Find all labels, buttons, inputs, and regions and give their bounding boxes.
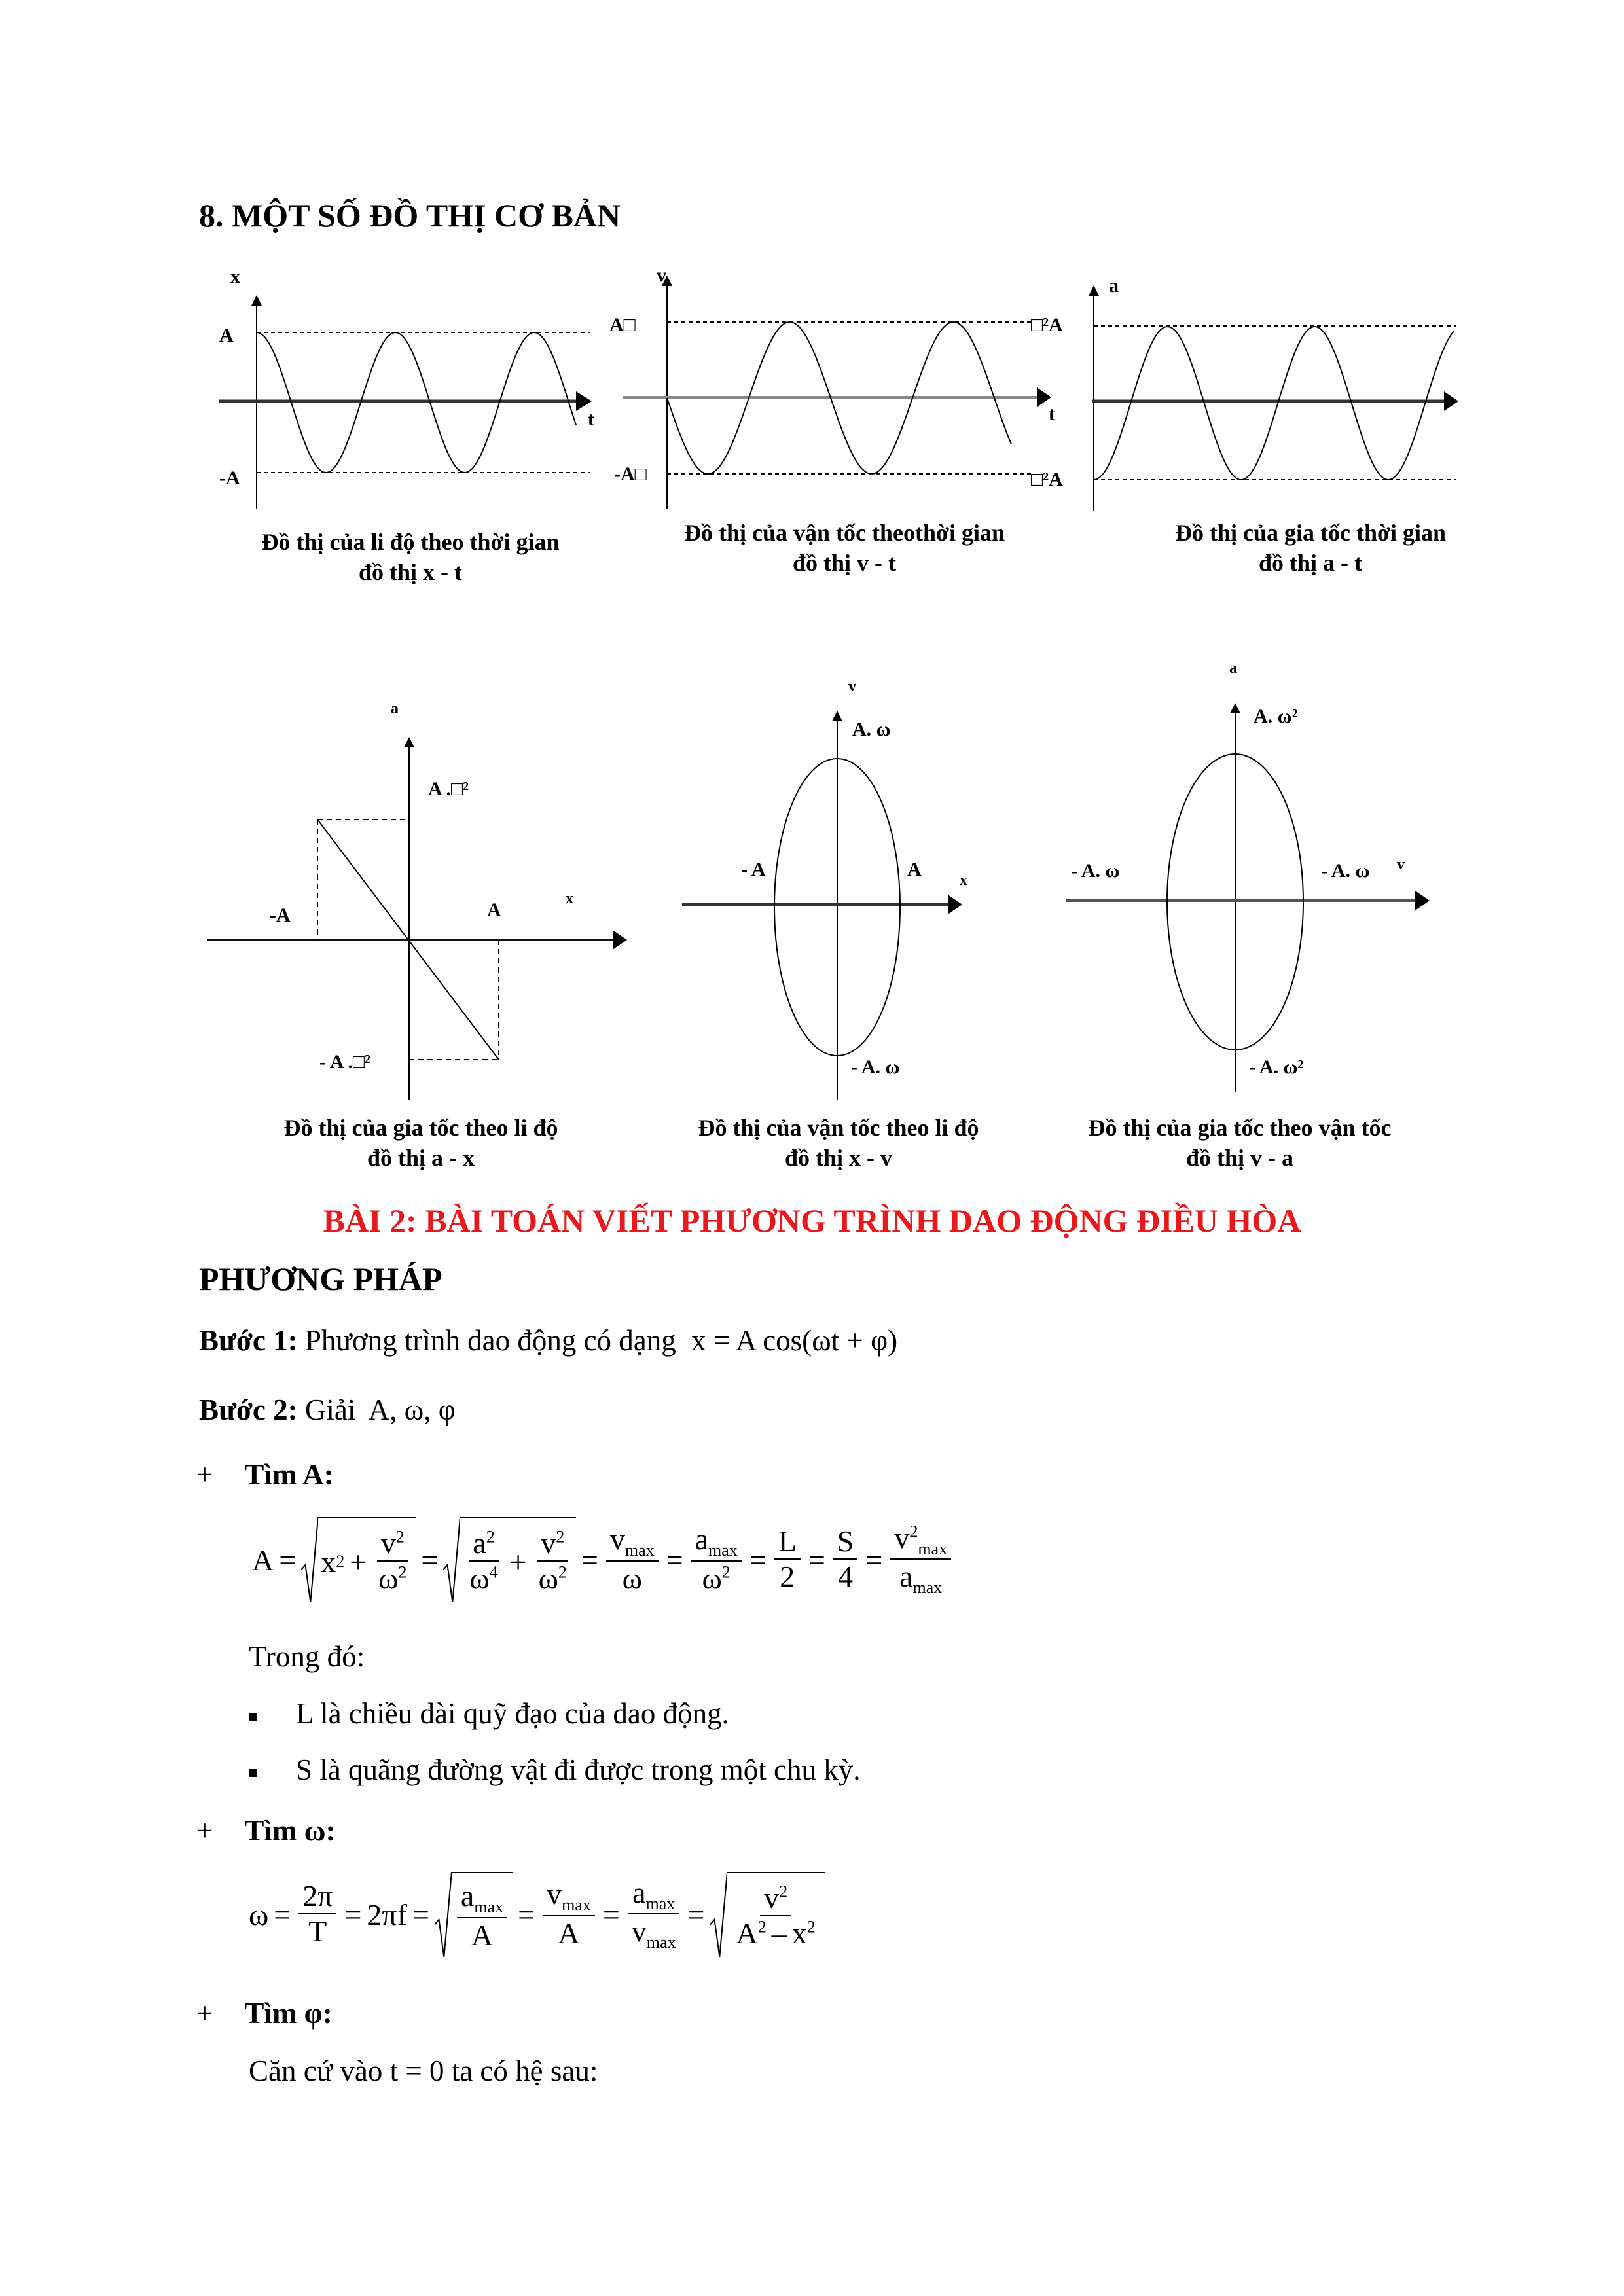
term: 2π xyxy=(298,1880,336,1914)
sqrt-icon xyxy=(710,1872,727,1957)
operator: = xyxy=(518,1897,535,1931)
label-left: - A. ω xyxy=(1071,860,1120,882)
operator: = xyxy=(808,1543,825,1577)
graph-v-t xyxy=(609,264,1063,576)
last-line: Căn cứ vào t = 0 ta có hệ sau: xyxy=(249,2054,598,2087)
term: A xyxy=(736,1916,758,1950)
bullet-text: S là quãng đường vật đi được trong một chu kỳ. xyxy=(296,1753,861,1786)
axis-label-a: a xyxy=(1229,660,1237,677)
exp: 2 xyxy=(909,1522,918,1541)
axis-label-x: x xyxy=(230,266,240,287)
bullet-item xyxy=(249,1753,861,1787)
term: v xyxy=(541,1526,556,1560)
formula-omega xyxy=(249,1872,825,1957)
arrow-icon xyxy=(1444,391,1458,411)
subscript: max xyxy=(624,1541,655,1560)
term: 2πf xyxy=(367,1897,407,1931)
label-top: A. ω² xyxy=(1254,706,1298,727)
operator: = xyxy=(865,1543,883,1577)
axis-label-t: t xyxy=(588,408,594,430)
operator: = xyxy=(749,1543,767,1577)
term: a xyxy=(460,1879,475,1913)
lesson-title: BÀI 2: BÀI TOÁN VIẾT PHƯƠNG TRÌNH DAO ĐỘNG ĐIỀU HÒA xyxy=(323,1202,1301,1239)
exp: 4 xyxy=(489,1562,498,1582)
arrow-icon xyxy=(948,895,962,914)
term: a xyxy=(473,1526,486,1560)
term: ω xyxy=(249,1897,269,1931)
exp: 2 xyxy=(757,1917,767,1937)
axis-label-v: v xyxy=(657,264,666,286)
sqrt xyxy=(443,1517,576,1602)
subscript: max xyxy=(646,1933,676,1952)
subscript: max xyxy=(912,1578,943,1598)
operator: = xyxy=(602,1897,620,1931)
section-title: 8. MỘT SỐ ĐỒ THỊ CƠ BẢN xyxy=(199,197,621,234)
caption-1: Đồ thị của vận tốc theo li độ xyxy=(698,1115,979,1141)
axis-label-x: x xyxy=(960,872,967,889)
exp: 2 xyxy=(806,1917,816,1937)
step-1-formula: x = A cos(ωt + φ) xyxy=(691,1324,898,1357)
plus-icon: + xyxy=(196,1997,213,2030)
find-omega-label: Tìm ω: xyxy=(244,1814,336,1847)
term: 2 xyxy=(780,1559,795,1593)
bullet-item xyxy=(249,1696,729,1731)
bullet-icon xyxy=(249,1769,257,1777)
sqrt-icon xyxy=(443,1517,460,1602)
sqrt-icon xyxy=(301,1517,318,1602)
label-A: A xyxy=(219,325,234,346)
find-omega xyxy=(196,1814,336,1848)
operator: = xyxy=(421,1543,439,1577)
axis-label-v: v xyxy=(848,678,856,695)
label-bottom: - A .□² xyxy=(319,1051,370,1073)
term: A xyxy=(252,1543,274,1577)
caption-2: đồ thị a - x xyxy=(367,1145,475,1171)
graph-a-x xyxy=(207,700,627,1171)
label-bottom-left: -A□ xyxy=(614,463,647,485)
term: L xyxy=(774,1525,801,1560)
term: a xyxy=(695,1522,708,1556)
sqrt-icon xyxy=(435,1872,452,1957)
formula-A xyxy=(252,1517,954,1602)
sqrt xyxy=(710,1872,825,1957)
subscript: max xyxy=(645,1893,676,1913)
label-top: A .□² xyxy=(428,778,469,800)
exp: 2 xyxy=(558,1562,567,1582)
subscript: max xyxy=(562,1895,591,1915)
term: v xyxy=(894,1520,910,1554)
term: v xyxy=(609,1522,625,1556)
step-1-text: Phương trình dao động có dạng xyxy=(297,1324,684,1357)
curve-a-t xyxy=(1094,327,1454,480)
term: ω xyxy=(469,1561,490,1595)
label-bottom-right: □²A xyxy=(1031,469,1063,490)
exp: 2 xyxy=(398,1562,407,1582)
caption-2: đồ thị v - a xyxy=(1185,1145,1294,1171)
term: v xyxy=(380,1526,396,1560)
bullet-text: L là chiều dài quỹ đạo của dao động. xyxy=(296,1697,729,1730)
graph-x-t xyxy=(219,266,594,585)
term: v xyxy=(764,1881,780,1915)
exp: 2 xyxy=(556,1527,565,1547)
operator: – xyxy=(771,1916,787,1950)
step-1-label: Bước 1: xyxy=(199,1324,298,1357)
caption-1: Đồ thị của gia tốc theo li độ xyxy=(283,1115,558,1141)
subscript: max xyxy=(474,1897,504,1917)
caption-2: đồ thị v - t xyxy=(792,550,897,576)
step-2 xyxy=(199,1393,456,1427)
operator: + xyxy=(350,1545,367,1579)
label-top: A. ω xyxy=(852,719,891,740)
axis-label-t: t xyxy=(1049,403,1055,425)
sqrt xyxy=(301,1517,416,1602)
plus-icon: + xyxy=(196,1814,213,1847)
graph-a-t xyxy=(1092,275,1458,576)
term: a xyxy=(899,1560,913,1594)
step-1 xyxy=(199,1323,897,1357)
term: ω xyxy=(622,1561,642,1595)
operator: + xyxy=(509,1545,527,1579)
graph-v-a xyxy=(1066,660,1430,1171)
operator: = xyxy=(412,1897,429,1931)
term: v xyxy=(631,1914,647,1948)
label-top-left: A□ xyxy=(609,314,636,336)
find-A xyxy=(196,1458,334,1492)
operator: = xyxy=(687,1897,705,1931)
subscript: max xyxy=(708,1541,738,1560)
operator: = xyxy=(344,1897,362,1931)
caption-2: đồ thị x - t xyxy=(358,559,463,585)
caption-1: Đồ thị của gia tốc thời gian xyxy=(1175,520,1446,546)
method-heading: PHƯƠNG PHÁP xyxy=(199,1261,442,1297)
term: x xyxy=(321,1545,336,1579)
term: x xyxy=(791,1916,807,1950)
label-bottom: - A. ω xyxy=(851,1056,900,1078)
operator: = xyxy=(666,1543,683,1577)
find-phi xyxy=(196,1996,333,2030)
term: a xyxy=(632,1875,646,1909)
term: A xyxy=(558,1916,580,1950)
find-A-label: Tìm A: xyxy=(244,1458,334,1491)
operator: = xyxy=(274,1897,291,1931)
term: S xyxy=(833,1525,858,1560)
operator: = xyxy=(279,1543,297,1577)
find-phi-label: Tìm φ: xyxy=(244,1997,333,2030)
arrow-icon xyxy=(1415,891,1430,910)
label-top-right: □²A xyxy=(1031,314,1063,336)
axis-label-a: a xyxy=(1109,275,1119,296)
term: 4 xyxy=(838,1559,854,1593)
term: A xyxy=(471,1918,494,1952)
graph-x-v xyxy=(682,678,979,1171)
step-2-text: Giải xyxy=(297,1393,363,1426)
exp: 2 xyxy=(486,1527,495,1547)
exp: 2 xyxy=(336,1552,345,1571)
exp: 2 xyxy=(721,1562,731,1582)
caption-1: Đồ thị của gia tốc theo vận tốc xyxy=(1088,1115,1392,1141)
exp: 2 xyxy=(395,1527,405,1547)
plus-icon: + xyxy=(196,1458,213,1491)
subscript: max xyxy=(918,1539,948,1558)
label-right: - A. ω xyxy=(1321,860,1370,882)
term: ω xyxy=(702,1561,722,1595)
sqrt xyxy=(435,1872,513,1957)
step-2-formula: A, ω, φ xyxy=(368,1393,456,1426)
caption-1: Đồ thị của vận tốc theothời gian xyxy=(684,520,1005,546)
term: v xyxy=(547,1877,562,1911)
bullet-icon xyxy=(249,1713,257,1721)
label-right: A xyxy=(907,859,922,880)
caption-2: đồ thị a - t xyxy=(1258,550,1363,576)
caption-1: Đồ thị của li độ theo thời gian xyxy=(261,529,560,555)
label-left: -A xyxy=(270,905,291,926)
label-right: A xyxy=(487,899,501,921)
label-neg-A: -A xyxy=(219,467,240,489)
where-label: Trong đó: xyxy=(249,1640,365,1673)
term: ω xyxy=(538,1561,558,1595)
exp: 2 xyxy=(779,1882,788,1901)
caption-2: đồ thị x - v xyxy=(784,1145,893,1171)
axis-label-v: v xyxy=(1397,856,1405,873)
label-bottom: - A. ω² xyxy=(1249,1056,1304,1078)
term: T xyxy=(308,1914,327,1948)
step-2-label: Bước 2: xyxy=(199,1393,298,1426)
term: ω xyxy=(378,1561,399,1595)
label-left: - A xyxy=(741,859,766,880)
arrow-icon xyxy=(613,930,627,950)
operator: = xyxy=(581,1543,598,1577)
axis-label-x: x xyxy=(566,890,573,907)
axis-label-a: a xyxy=(391,700,399,717)
